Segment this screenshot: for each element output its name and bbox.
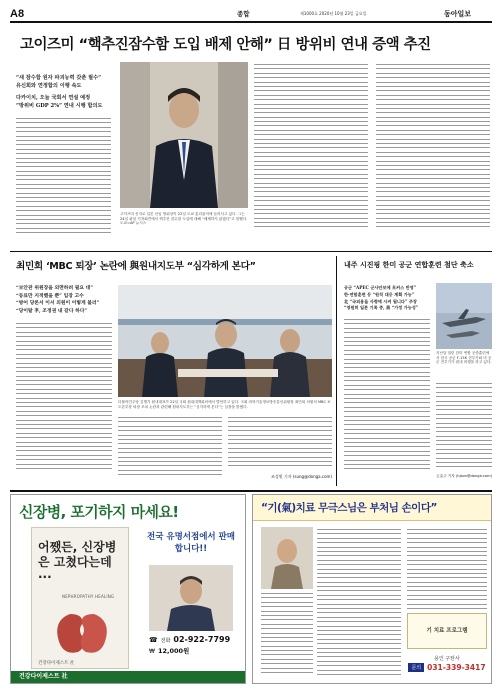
fighter-jet-photo	[436, 283, 492, 349]
ad-right-header	[253, 495, 491, 521]
ad-right-footer	[407, 655, 487, 679]
author-photo	[149, 565, 233, 631]
ad-left-contact-label: 전화	[160, 638, 171, 644]
drill-body-col-1	[344, 319, 430, 473]
monk-photo	[261, 527, 313, 589]
ad-left-price: 12,000원	[157, 647, 190, 655]
mbc-body-col-3	[228, 417, 332, 470]
mbc-meeting-photo	[118, 285, 332, 397]
mbc-headline[interactable]: 최민희 ‘MBC 퇴장’ 논란에 與원내지도부 “심각하게 본다”	[16, 261, 256, 272]
drill-decks	[344, 285, 434, 312]
kidney-illustration	[52, 608, 112, 660]
ad-right-inquiry-label: 문의	[408, 663, 424, 672]
mbc-photo-caption: 더불어민주당 김병기 원내대표가 22일 국회 원내대책회의에서 발언하고 있다. 국회 과학기술정보방송통신위원장 최민희 의원의 MBC 보도본부장 퇴장 조치 논란과 관련해 원내지도부는 “심각하게 본다”는 입장을 밝혔다.	[118, 400, 331, 409]
body-text-col-4	[376, 64, 490, 231]
ad-kidney-book[interactable]	[10, 494, 246, 684]
photo-caption: 고이즈미 신지로 일본 신임 방위상이 22일 도쿄 총리관저에 들어서고 있다. 그는 24일 취임 기자회견에서 핵추진 잠수함 도입에 대해 “배제하지 않겠다”고 말했다. 도쿄=AP 뉴시스	[120, 212, 248, 226]
book-title: 어쨌든, 신장병은 고쳤다는데···	[38, 540, 117, 584]
mbc-deck-1: “보안관 위원장을 외면하려 필요 대”	[16, 285, 94, 291]
ad-right-headline: “기(氣)치료 무극스님은 부처님 손이다”	[261, 502, 437, 514]
ad-left-headline: 신장병, 포기하지 마세요!	[19, 503, 179, 521]
drill-deck-3: 北 “국외용을 사령에 시켜 됩니다” 주장	[344, 298, 417, 304]
book-publisher: 건강다이제스트 社	[38, 661, 75, 666]
ad-qi-therapy[interactable]	[252, 494, 492, 684]
koizumi-photo	[120, 62, 248, 208]
ad-left-phone[interactable]: 02-922-7799	[173, 635, 231, 644]
page-number: A8	[10, 8, 25, 20]
price-icon: ₩	[149, 648, 155, 655]
body-text-col-3	[254, 64, 368, 231]
drill-photo-caption: 지난달 열린 한미 연합 공중훈련에서 한국 공군 F-15K 전투기와 미 공군 전투기가 편대 비행을 하고 있다.	[436, 351, 492, 365]
top-story-decks	[16, 74, 112, 110]
mbc-deck-2: “동료만 지적했을 뿐” 입장 고수	[16, 292, 84, 299]
ad-right-program: 기 치료 프로그램	[426, 628, 468, 634]
drill-byline: 손효주 기자 (hjson@donga.com)	[436, 474, 492, 478]
drill-deck-4: “영원히 일본 기록 중, 美 “가정 가능성”	[344, 305, 419, 311]
mbc-decks	[16, 285, 112, 315]
ad-right-text-0	[261, 593, 313, 676]
mbc-deck-3: “방어 당론서 이서 의원이 이렇게 불러”	[16, 300, 100, 306]
mbc-deck-4: “당이탈 후, 조정권 내 같다 하다”	[16, 307, 88, 314]
ad-left-contact	[149, 635, 241, 655]
top-story-headline[interactable]: 고이즈미 “핵추진잠수함 도입 배제 안해” 日 방위비 연내 증액 추진	[20, 37, 431, 53]
book-subtitle: NEPHROPATHY HEALING	[62, 594, 115, 599]
mbc-body-col-2	[118, 417, 222, 478]
ad-right-phone[interactable]: 031-339-3417	[427, 663, 486, 672]
mbc-story	[10, 253, 335, 488]
deck-line-3: 다카이치, 오늘 국회서 연설 예정	[16, 95, 91, 101]
masthead	[0, 0, 500, 22]
drill-deck-1: 공군 “APEC 군사안보에 포커스 반영”	[344, 285, 417, 290]
book-cover	[31, 527, 129, 669]
drill-headline[interactable]: 내주 시진핑 한미 공군 연합훈련 첨단 축소	[344, 261, 474, 269]
deck-line-1: “새 잠수함 원자 파괴능력 갖춘 필수”	[16, 75, 102, 81]
issue-info: 제1000호 2020년 10월 23일 금요일	[300, 11, 367, 16]
mbc-body-col-1	[16, 323, 112, 472]
ad-right-text-2	[407, 529, 487, 612]
ad-right-text-1	[317, 529, 401, 678]
drill-story	[340, 253, 492, 488]
ad-right-location: 용인 구탄사	[434, 656, 460, 662]
deck-line-2: 유신회와 연정합의 이행 속도	[16, 83, 82, 89]
ad-left-pitch: 전국 유명서점에서 판매합니다!!	[146, 532, 236, 554]
mbc-byline: 조성원 기자 (sung@donga.com)	[270, 474, 332, 479]
top-story	[10, 24, 492, 249]
drill-deck-2: 한·연합훈련 등 “원칙 대응 계획 가능”	[344, 291, 415, 297]
ad-left-footer	[11, 671, 245, 683]
paper-name: 동아일보	[444, 9, 472, 18]
body-text-col-1	[16, 118, 111, 237]
ad-left-footer-publisher: 건강다이제스트 社	[19, 673, 68, 680]
deck-line-4: “방위비 GDP 2%” 연내 시행 합의도	[16, 103, 103, 109]
ad-right-program-box	[407, 613, 487, 649]
drill-body-col-2	[436, 383, 492, 471]
phone-icon: ☎	[149, 636, 158, 644]
section-label: 종합	[237, 10, 250, 18]
